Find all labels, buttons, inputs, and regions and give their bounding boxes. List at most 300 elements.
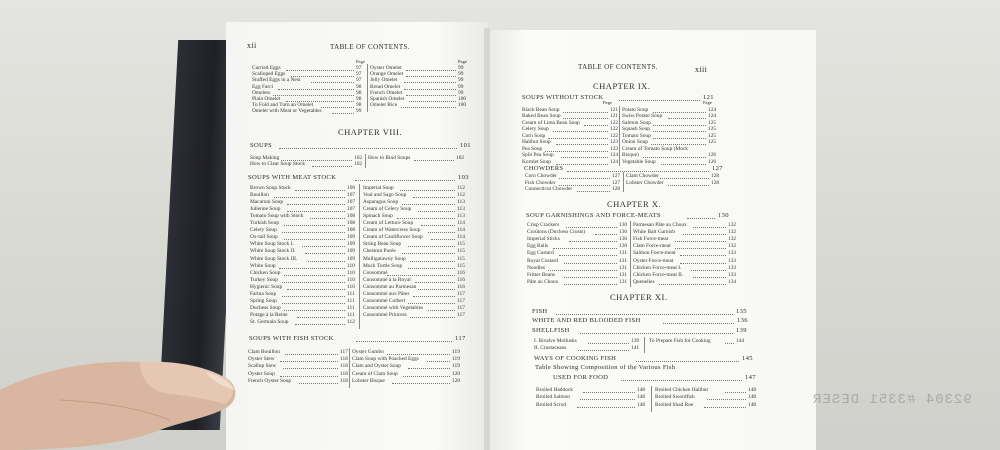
dot-leader [583,392,636,393]
toc-entry-page: 112 [347,318,355,325]
dot-leader [406,76,456,77]
toc-entry-page: 126 [708,152,717,159]
toc-entry-page: 124 [610,158,619,165]
toc-entry-page: 110 [347,276,355,283]
dot-leader [406,70,456,71]
toc-entry-title: Ox-tail Soup [250,234,278,241]
toc-entry-title: Imperial Sticks [527,236,560,243]
toc-entry-title: Celery Soup [522,126,549,133]
section-soups-without-stock: SOUPS WITHOUT STOCK [522,94,604,101]
toc-entry-title: Spring Soup [250,297,277,304]
column-divider [365,154,366,168]
dot-leader [410,317,455,318]
column-divider [359,184,360,329]
toc-entry-page: 124 [708,113,717,120]
toc-entry-title: Consommé au Parmesan [363,283,417,290]
toc-entry-title: Celery Soup [250,227,277,234]
dot-leader [355,180,455,181]
toc-entry-page: 131 [619,278,628,285]
dot-leader [693,227,726,228]
toc-entry-title: Scallop Stew [248,363,277,370]
toc-entry-page: 118 [340,377,348,384]
column-divider [623,172,624,192]
toc-entry-title: Pâte au Choux [527,278,559,285]
toc-entry-page: 114 [457,234,465,241]
toc-entry-title: Fish Force-meat [633,236,669,243]
toc-entry-page: 106 [347,185,356,191]
toc-entry-page: 132 [728,222,737,228]
toc-entry-title: Bouillon [250,192,269,199]
toc-entry-page: 116 [457,276,465,283]
toc-entry-page: 110 [347,269,355,276]
dot-leader [559,255,617,256]
toc-entry-title: Fritter Beans [527,271,555,278]
toc-entry-title: How to Bind Soups [368,155,411,161]
toc-entry-page: 128 [711,173,720,179]
dot-leader [643,157,706,158]
toc-entry-title: French Oyster Soup [248,377,292,384]
dot-leader [308,261,345,262]
toc-entry-page: 110 [347,283,355,290]
toc-entry-page: 132 [728,236,737,243]
toc-entry-page: 123 [610,145,619,152]
toc-entry-page: 112 [457,185,465,191]
toc-entry-page: 99 [458,77,464,84]
toc-entry-page: 111 [347,311,355,318]
toc-entry-title: Corn Soup [522,132,546,139]
dot-leader [693,277,726,278]
toc-entry-page: 98 [356,102,362,109]
section-soup-garnishings: SOUP GARNISHINGS AND FORCE-MEATS [526,212,661,219]
toc-entry-page: 113 [457,213,465,220]
toc-entry-title: White Soup [250,262,276,269]
dot-leader [305,253,345,254]
toc-entry-page: 148 [748,394,757,401]
toc-entry-page: 108 [347,220,356,227]
toc-entry-page: 108 [347,213,356,220]
mirrored-stamp: 92304 #3351 DESER [812,392,972,408]
toc-entry-title: Kornlet Soup [522,158,551,165]
dot-leader [564,284,617,285]
dot-leader [414,160,454,161]
section-meat-stock-page: 103 [458,174,469,181]
toc-entry-page: 131 [619,271,628,278]
toc-entry-page: 117 [457,311,465,318]
dot-leader [406,95,456,96]
toc-entry-title: Oyster Force-meat [633,257,674,264]
dot-leader [297,317,345,318]
dot-leader [675,241,726,242]
book-gutter [484,28,490,450]
dot-leader [415,282,455,283]
toc-entry-page: 100 [458,102,467,109]
dot-leader [668,185,709,186]
toc-entry-title: Quenelles [633,278,655,285]
right-page-label-1: Page [603,100,612,105]
dot-leader [428,232,455,233]
toc-entry-page: 133 [728,250,737,257]
toc-entry-title: Bread Omelet [370,83,401,90]
dot-leader [566,227,617,228]
column-divider [367,64,368,112]
dot-leader [564,263,617,264]
toc-entry-title: Scalloped Eggs [252,71,286,78]
dot-leader [402,204,455,205]
toc-entry-title: White Soup Stock II. [250,248,296,255]
toc-entry-title: Split Pea Soup [522,152,554,159]
toc-entry-title: II. Crustaceans [534,344,567,351]
toc-entry-title: Oyster Soup [248,370,275,377]
dot-leader [311,82,354,83]
dot-leader [284,239,345,240]
column-divider [651,386,652,412]
toc-entry-title: Oyster Gumbo [352,349,384,355]
dot-leader [280,376,338,377]
toc-entry-page: 99 [356,108,362,115]
dot-leader [559,178,610,179]
toc-entry-title: Jelly Omelet [370,77,398,84]
toc-entry-page: 98 [356,96,362,102]
toc-entry-title: Bisque) [622,152,639,159]
dot-leader [548,270,617,271]
dot-leader [284,225,345,226]
toc-entry-title: White Soup Stock I. [250,241,294,248]
dot-leader [588,343,629,344]
dot-leader [291,76,354,77]
column-divider [630,221,631,287]
toc-entry-title: Orange Omelet [370,71,404,78]
toc-entry-page: 131 [619,257,628,264]
toc-entry-page: 112 [457,192,465,199]
toc-entry-page: 133 [728,271,737,278]
toc-entry-page: 115 [457,255,465,262]
dot-leader [687,218,715,219]
section-white-red-fish-page: 136 [737,317,748,324]
toc-entry-page: 115 [457,248,465,255]
chapter-xi-title: CHAPTER XI. [610,292,668,302]
toc-entry-page: 113 [457,206,465,213]
section-shellfish: SHELLFISH [532,327,570,334]
dot-leader [278,89,354,90]
dot-leader [569,241,617,242]
toc-entry-page: 139 [631,338,640,344]
dot-leader [418,211,455,212]
dot-leader [427,361,450,362]
left-page-label-1: Page [356,59,365,64]
toc-entry-page: 99 [458,89,464,96]
toc-entry-page: 119 [452,349,460,355]
toc-entry-title: Broiled Salmon [536,394,570,401]
toc-entry-title: Stuffed Eggs in a Nest [252,77,301,84]
toc-entry-title: Fish Chowder [525,179,556,186]
chapter-viii-title: CHAPTER VIII. [338,127,402,137]
toc-entry-title: White Bait Garnish [633,229,675,236]
dot-leader [413,197,455,198]
toc-entry-title: Mulligatawny Soup [363,255,406,262]
section-shellfish-page: 139 [736,327,747,334]
toc-entry-page: 117 [457,297,465,304]
toc-entry-title: Turkey Soup [250,276,278,283]
toc-entry-title: Curried Eggs [252,65,281,71]
toc-entry-page: 109 [347,234,356,241]
toc-entry-title: Hygienic Soup [250,283,283,290]
dot-leader [577,191,610,192]
dot-leader [663,323,734,324]
toc-entry-page: 99 [458,83,464,90]
toc-entry-page: 115 [457,262,465,269]
toc-entry-title: Tomato Soup with Stock [250,213,304,220]
dot-leader [284,310,345,311]
dot-leader [675,248,726,249]
toc-entry-page: 120 [452,370,461,377]
toc-entry-title: Cream of Clam Soup [352,370,398,377]
toc-entry-page: 126 [708,158,717,165]
toc-entry-page: 131 [619,264,628,271]
dot-leader [402,253,455,254]
toc-entry-title: Cream of Cauliflower Soup [363,234,423,241]
toc-entry-page: 130 [619,222,628,228]
toc-entry-title: Imperial Soup [363,185,394,191]
toc-entry-title: Omelets [252,89,270,96]
toc-entry-page: 97 [356,71,362,78]
toc-entry-page: 116 [457,283,465,290]
left-page-label-2: Page [458,59,467,64]
dot-leader [545,151,608,152]
section-soups-without-stock-page: 121 [703,94,714,101]
toc-entry-title: Broiled Haddock [536,387,573,393]
toc-entry-title: Julienne Soup [250,206,281,213]
toc-entry-title: Farina Soup [250,290,277,297]
dot-leader [400,190,455,191]
dot-leader [563,112,608,113]
toc-entry-page: 97 [356,77,362,84]
dot-leader [282,232,345,233]
toc-entry-page: 102 [456,155,465,161]
toc-entry-page: 127 [612,179,621,186]
toc-entry-title: Broiled Chicken Halibut [655,387,708,393]
toc-entry-title: Chicken Force-meat II. [633,271,684,278]
dot-leader [660,178,709,179]
dot-leader [403,376,450,377]
toc-entry-page: 98 [356,89,362,96]
dot-leader [310,218,345,219]
toc-entry-page: 122 [610,132,619,139]
toc-entry-page: 107 [347,199,356,206]
column-divider [644,337,645,353]
toc-entry-title: Consommé Colbert [363,297,406,304]
toc-entry-page: 134 [728,278,737,285]
toc-entry-title: Tomato Soup [622,132,651,139]
dot-leader [279,268,345,269]
dot-leader [421,225,455,226]
dot-leader [356,341,452,342]
toc-entry-title: Pea Soup [522,145,543,152]
dot-leader [577,407,635,408]
dot-leader [299,383,338,384]
toc-entry-title: Cream of Lima Bean Soup [522,119,580,126]
toc-entry-title: Consommé aux Pâtes [363,290,410,297]
right-page-label-2: Page [703,100,712,105]
dot-leader [282,282,345,283]
dot-leader [321,107,354,108]
toc-entry-title: Potage à la Reine [250,311,288,318]
dot-leader [408,246,455,247]
dot-leader [431,239,455,240]
toc-entry-page: 97 [356,65,362,71]
toc-entry-page: 111 [347,304,355,311]
toc-entry-page: 141 [631,344,640,351]
toc-entry-page: 128 [612,186,621,193]
dot-leader [725,392,746,393]
toc-entry-page: 121 [610,107,619,113]
toc-entry-title: Asparagus Soup [363,199,399,206]
section-fish: FISH [532,308,548,315]
toc-entry-page: 108 [347,227,356,234]
toc-entry-title: Turkish Soup [250,220,280,227]
toc-entry-page: 110 [347,262,355,269]
dot-leader [410,261,455,262]
toc-entry-title: Spinach Soup [363,213,393,220]
toc-entry-page: 133 [728,257,737,264]
section-chowders-page: 127 [712,165,723,172]
toc-entry-page: 102 [354,161,363,168]
dot-leader [418,289,455,290]
toc-entry-page: 114 [457,227,465,234]
dot-leader [332,113,355,114]
column-divider [619,106,620,166]
toc-entry-title: Croûtons (Duchess Crusts) [527,229,586,236]
dot-leader [578,350,630,351]
dot-leader [548,138,608,139]
toc-entry-page: 122 [610,119,619,126]
toc-entry-title: Mock Turtle Soup [363,262,403,269]
toc-entry-title: Cream of Watercress Soup [363,227,421,234]
toc-entry-page: 119 [452,356,460,363]
chapter-x-title: CHAPTER X. [607,199,662,209]
toc-entry-title: Halibut Soup [522,139,551,146]
toc-entry-title: Crisp Crackers [527,222,560,228]
toc-entry-title: Swiss Potato Soup [622,113,663,120]
dot-leader [561,157,608,158]
toc-entry-page: 98 [356,83,362,90]
dot-leader [707,399,746,400]
toc-entry-title: Spanish Omelet [370,96,405,102]
toc-entry-title: Brown Soup Stock [250,185,291,191]
toc-entry-title: Parmesan Pâte au Choux [633,222,687,228]
dot-leader [280,361,338,362]
dot-leader [401,107,456,108]
dot-leader [274,197,345,198]
toc-entry-title: Soup Making [250,155,280,161]
dot-leader [621,380,742,381]
section-soups: SOUPS [250,142,273,149]
toc-entry-page: 99 [458,71,464,78]
section-ways-of-cooking: WAYS OF COOKING FISH [534,355,617,362]
left-page-number: xii [247,41,257,50]
toc-entry-page: 111 [347,290,355,297]
dot-leader [392,383,450,384]
toc-entry-page: 144 [736,338,745,344]
dot-leader [295,190,345,191]
dot-leader [282,303,345,304]
dot-leader [653,125,706,126]
toc-entry-title: Egg Farci [252,83,274,90]
section-used-for-food-page: 147 [745,374,756,381]
dot-leader [580,399,635,400]
section-ways-of-cooking-page: 145 [742,355,753,362]
column-divider [349,348,350,388]
dot-leader [553,248,617,249]
toc-entry-page: 99 [458,65,464,71]
section-white-red-fish: WHITE AND RED BLOODED FISH [532,317,641,324]
dot-leader [680,263,726,264]
toc-entry-page: 107 [347,192,356,199]
dot-leader [408,368,450,369]
dot-leader [619,100,700,101]
dot-leader [556,164,608,165]
toc-entry-page: 111 [347,297,355,304]
toc-entry-title: Onion Soup [622,139,648,146]
toc-entry-title: Veal and Sago Soup [363,192,407,199]
dot-leader [387,354,450,355]
toc-entry-title: Broiled Scrod [536,401,567,408]
dot-leader [404,89,456,90]
toc-entry-title: Lobster Bisque [352,377,385,384]
toc-entry-page: 125 [708,119,717,126]
toc-entry-page: 115 [457,241,465,248]
toc-entry-page: 121 [610,113,619,120]
toc-entry-page: 127 [612,173,621,179]
toc-entry-page: 133 [728,264,737,271]
dot-leader [413,296,455,297]
toc-entry-page: 118 [340,363,348,370]
toc-entry-page: 123 [610,139,619,146]
toc-entry-page: 148 [748,387,757,393]
dot-leader [302,246,345,247]
dot-leader [409,101,456,102]
dot-leader [273,95,354,96]
toc-entry-page: 118 [340,370,348,377]
section-fish-page: 135 [736,308,747,315]
toc-entry-title: Chestnut Purée [363,248,396,255]
toc-entry-title: Consommé [363,269,388,276]
toc-entry-title: To Fold and Turn an Omelet [252,102,314,109]
toc-entry-title: Clam Soup with Poached Eggs [352,356,419,363]
toc-entry-title: String Bean Soup [363,241,402,248]
toc-entry-page: 114 [457,220,465,227]
toc-entry-page: 132 [728,243,737,250]
toc-entry-page: 130 [619,229,628,236]
toc-entry-title: Vegetable Soup [622,158,656,165]
toc-entry-title: Clam Bouillon [248,349,280,355]
toc-entry-page: 148 [637,401,646,408]
section-soup-garnishings-page: 130 [718,212,729,219]
toc-entry-title: Oyster Omelet [370,65,402,71]
toc-entry-page: 125 [708,132,717,139]
dot-leader [387,275,455,276]
toc-entry-page: 128 [711,179,720,186]
dot-leader [584,125,608,126]
toc-entry-page: 125 [708,126,717,133]
toc-entry-page: 109 [347,255,356,262]
hand-holding-book [0,330,260,450]
toc-entry-title: Lobster Chowder [626,179,664,186]
dot-leader [285,354,338,355]
toc-entry-page: 131 [619,250,628,257]
toc-entry-title: Clam Chowder [626,173,659,179]
toc-entry-page: 130 [619,243,628,250]
toc-entry-title: French Omelet [370,89,403,96]
